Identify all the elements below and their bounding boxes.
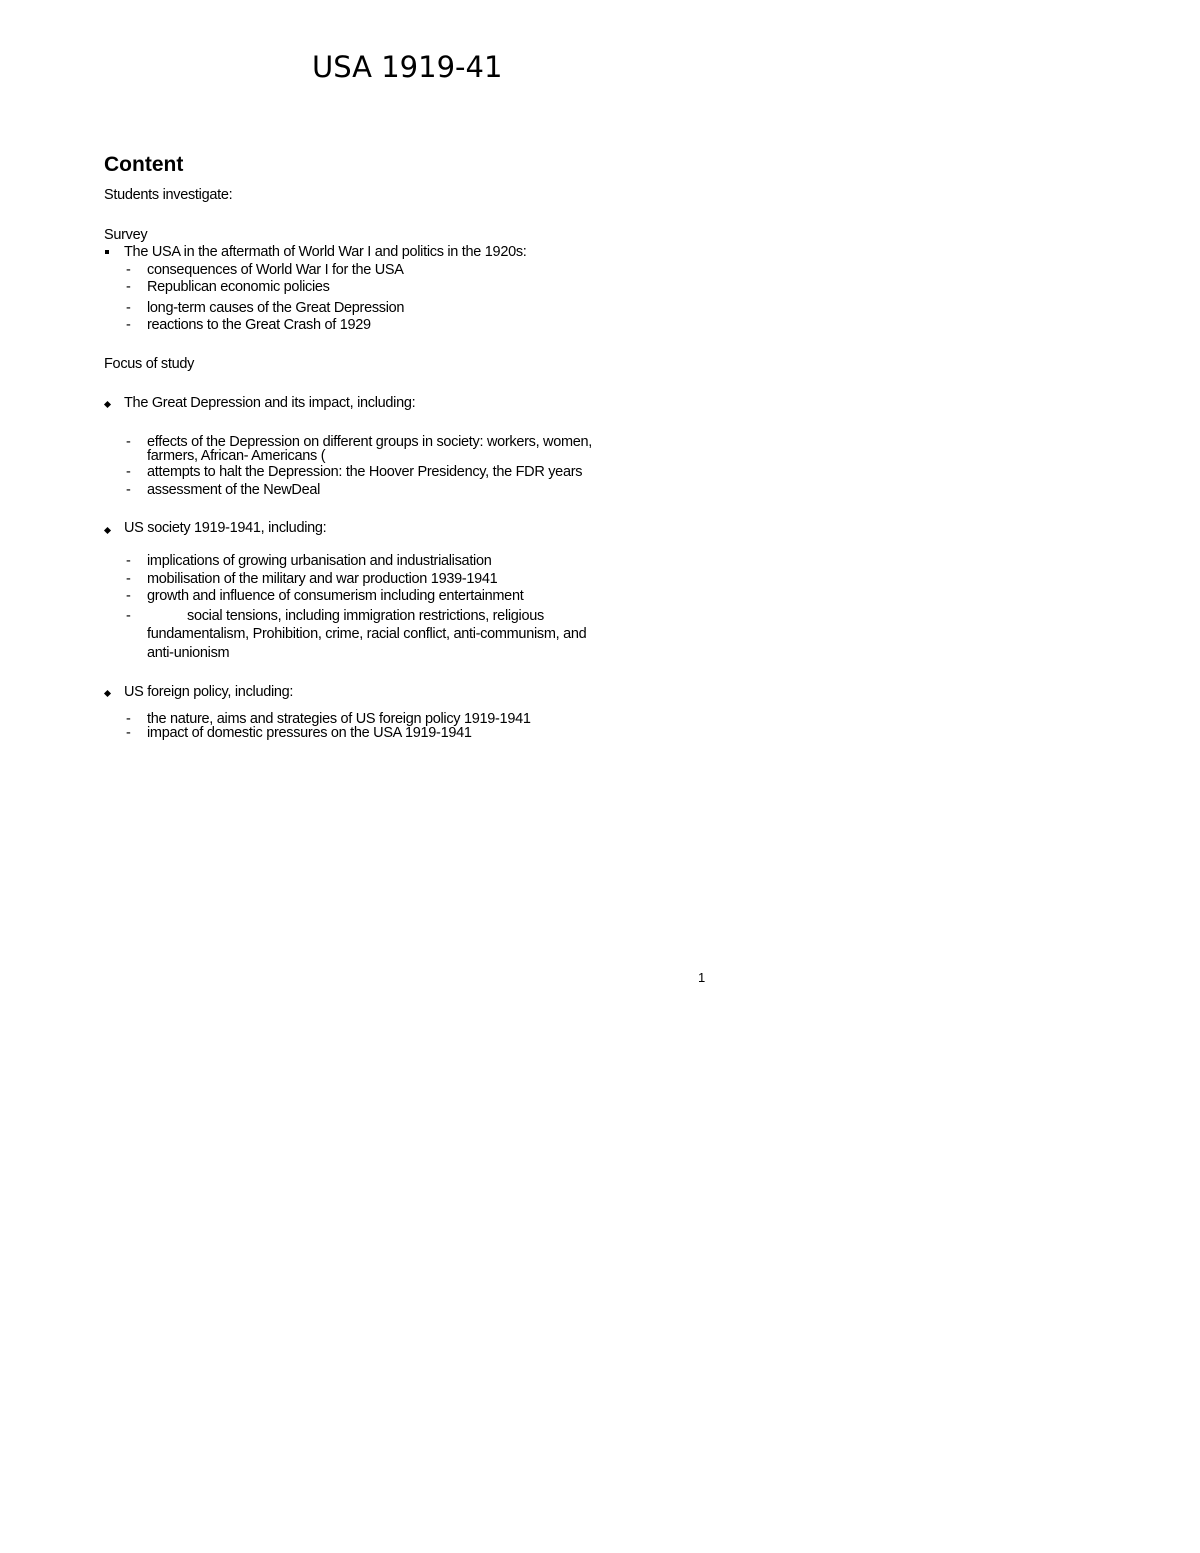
focus-sub-point: mobilisation of the military and war production 1939-1941 (147, 571, 498, 587)
intro-text: Students investigate: (104, 187, 233, 203)
focus-label: Focus of study (104, 356, 195, 372)
dash-marker: - (126, 434, 131, 450)
square-bullet-icon (105, 250, 109, 254)
focus-sub-point-continued: fundamentalism, Prohibition, crime, racial conflict, anti-communism, and (147, 626, 587, 642)
dash-marker: - (126, 711, 131, 727)
focus-sub-point: the nature, aims and strategies of US foreign policy 1919-1941 (147, 711, 531, 727)
focus-sub-point: attempts to halt the Depression: the Hoover Presidency, the FDR years (147, 464, 583, 480)
dash-marker: - (126, 482, 131, 498)
diamond-bullet-icon (104, 401, 111, 408)
survey-sub-point: Republican economic policies (147, 279, 330, 295)
dash-marker: - (126, 725, 131, 741)
survey-sub-point: long-term causes of the Great Depression (147, 300, 405, 316)
survey-label: Survey (104, 227, 148, 243)
dash-marker: - (126, 464, 131, 480)
dash-marker: - (126, 279, 131, 295)
document-title: USA 1919-41 (312, 50, 503, 84)
focus-sub-point-continued: farmers, African- Americans ( (147, 448, 326, 464)
dash-marker: - (126, 553, 131, 569)
survey-sub-point: consequences of World War I for the USA (147, 262, 404, 278)
dash-marker: - (126, 317, 131, 333)
dash-marker: - (126, 608, 131, 624)
focus-sub-point: social tensions, including immigration restrictions, religious (187, 608, 544, 624)
focus-sub-point-continued: anti-unionism (147, 645, 230, 661)
survey-sub-point: reactions to the Great Crash of 1929 (147, 317, 371, 333)
diamond-bullet-icon (104, 690, 111, 697)
diamond-bullet-icon (104, 527, 111, 534)
page-number: 1 (698, 970, 706, 985)
focus-sub-point: implications of growing urbanisation and industrialisation (147, 553, 492, 569)
focus-sub-point: impact of domestic pressures on the USA 1919-1941 (147, 725, 472, 741)
focus-sub-point: effects of the Depression on different groups in society: workers, women, (147, 434, 593, 450)
dash-marker: - (126, 262, 131, 278)
dash-marker: - (126, 300, 131, 316)
content-heading: Content (104, 153, 184, 176)
focus-topic-heading: US society 1919-1941, including: (124, 520, 327, 536)
focus-sub-point: growth and influence of consumerism including entertainment (147, 588, 524, 604)
focus-sub-point: assessment of the NewDeal (147, 482, 321, 498)
dash-marker: - (126, 588, 131, 604)
focus-topic-heading: US foreign policy, including: (124, 684, 294, 700)
survey-main-point: The USA in the aftermath of World War I and politics in the 1920s: (124, 244, 527, 260)
focus-topic-heading: The Great Depression and its impact, including: (124, 395, 416, 411)
dash-marker: - (126, 571, 131, 587)
